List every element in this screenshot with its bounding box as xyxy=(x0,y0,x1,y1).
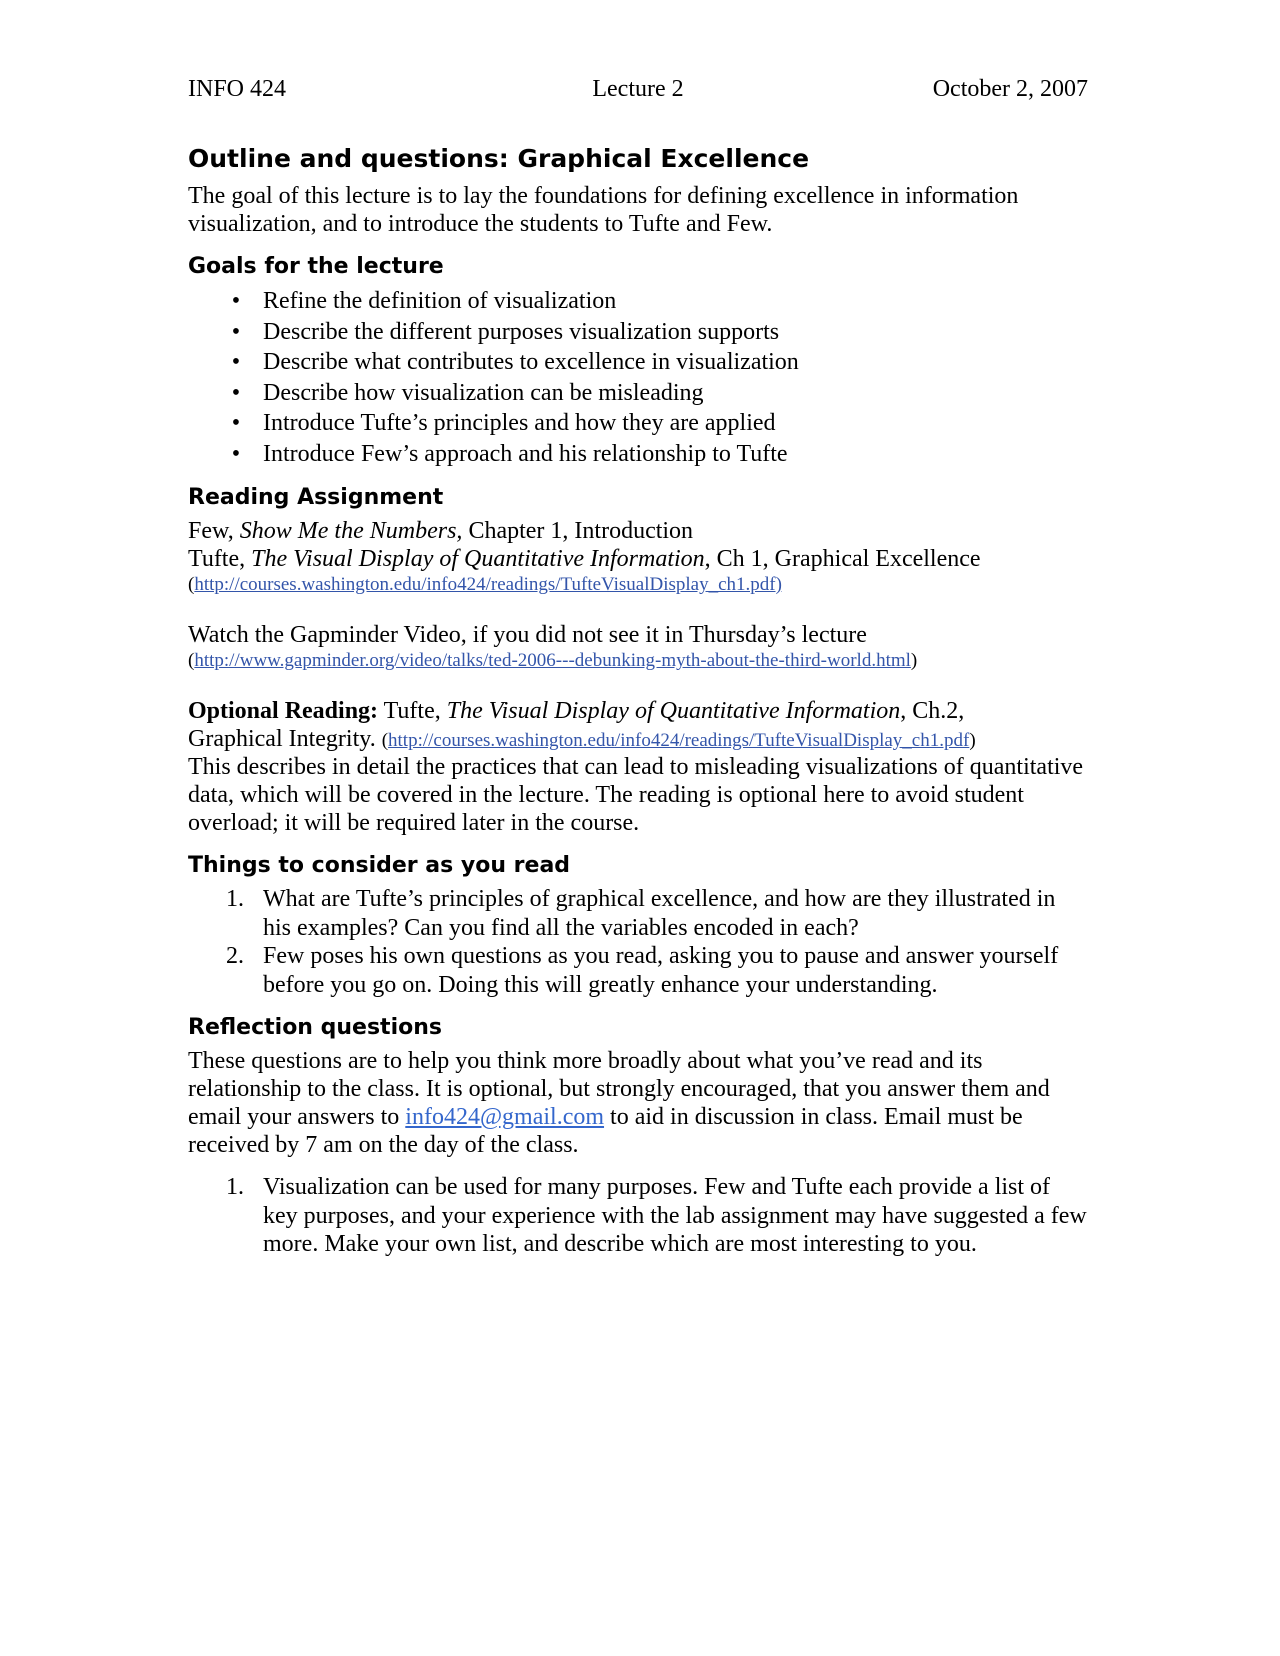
reflection-heading: Reflection questions xyxy=(188,1015,442,1040)
lecture-number: Lecture 2 xyxy=(592,76,684,102)
bullet-icon: • xyxy=(231,440,241,467)
video-text: Watch the Gapminder Video, if you did not see it in Thursday’s lecture xyxy=(188,622,867,648)
bullet-icon: • xyxy=(231,379,241,406)
tufte-ch1-link[interactable]: http://courses.washington.edu/info424/readings/TufteVisualDisplay_ch1.pdf) xyxy=(194,574,782,595)
bullet-icon: • xyxy=(231,410,241,436)
goals-list xyxy=(188,286,1088,469)
intro-paragraph: The goal of this lecture is to lay the foundations for defining excellence in information visualization, and to introduce the students to Tufte and Few. xyxy=(188,183,1019,237)
reading-heading: Reading Assignment xyxy=(188,485,444,510)
tufte-ch2-link[interactable]: http://courses.washington.edu/info424/readings/TufteVisualDisplay_ch1.pdf xyxy=(388,730,970,751)
list-item: • Describe what contributes to excellence in visualization xyxy=(188,347,1088,378)
document-body xyxy=(188,142,1088,1259)
lecture-date: October 2, 2007 xyxy=(932,76,1088,102)
page-title: Outline and questions: Graphical Excellence xyxy=(188,144,810,173)
gapminder-video-link[interactable]: http://www.gapminder.org/video/talks/ted-2006---debunking-myth-about-the-third-world.html xyxy=(194,650,911,671)
reflection-paragraph: These questions are to help you think more broadly about what you’ve read and its relationship to the class. It is optional, but strongly encouraged, that you answer them and email your answers to info424@gmail.com to aid in discussion in class. Email must be received by 7 am on the day of the class. xyxy=(188,1048,1050,1158)
bullet-icon: • xyxy=(231,349,241,375)
optional-reading: Optional Reading: Tufte, The Visual Display of Quantitative Information, Ch.2, xyxy=(188,698,965,724)
few-reading: Few, Show Me the Numbers, Chapter 1, Introduction xyxy=(188,518,694,544)
tufte-link-line: (http://courses.washington.edu/info424/readings/TufteVisualDisplay_ch1.pdf) xyxy=(188,574,782,595)
list-item: • Describe how visualization can be misleading xyxy=(188,378,1088,409)
reflection-list xyxy=(188,1173,1088,1259)
video-link-line: (http://www.gapminder.org/video/talks/ted-2006---debunking-myth-about-the-third-world.html) xyxy=(188,650,918,671)
list-item: 2. Few poses his own questions as you read, asking you to pause and answer yourself before you go on. Doing this will greatly enhance your understanding. xyxy=(226,943,1059,998)
list-item: • Describe the different purposes visualization supports xyxy=(188,317,1088,348)
bullet-icon: • xyxy=(231,288,241,314)
list-item: 1. What are Tufte’s principles of graphical excellence, and how are they illustrated in his examples? Can you find all the variables encoded in each? xyxy=(226,886,1056,941)
goals-heading: Goals for the lecture xyxy=(188,254,444,279)
consider-heading: Things to consider as you read xyxy=(188,853,571,878)
optional-reading-line2: Graphical Integrity. (http://courses.washington.edu/info424/readings/TufteVisualDisplay_ch1.pdf) xyxy=(188,726,976,752)
bullet-icon: • xyxy=(231,318,241,345)
tufte-reading: Tufte, The Visual Display of Quantitative Information, Ch 1, Graphical Excellence xyxy=(188,546,981,572)
list-item: • Introduce Few’s approach and his relationship to Tufte xyxy=(188,439,1088,470)
list-item: • Refine the definition of visualization xyxy=(188,286,1088,317)
email-link[interactable]: info424@gmail.com xyxy=(405,1104,605,1130)
list-item: 1. Visualization can be used for many purposes. Few and Tufte each provide a list of key purposes, and your experience with the lab assignment may have suggested a few more. Make your own list, and describe which are most interesting to you. xyxy=(226,1174,1087,1257)
optional-description: This describes in detail the practices that can lead to misleading visualizations of quantitative data, which will be covered in the lecture. The reading is optional here to avoid student overload; it will be required later in the course. xyxy=(188,754,1084,836)
consider-list xyxy=(188,885,1088,999)
list-item: • Introduce Tufte’s principles and how they are applied xyxy=(188,408,1088,439)
course-code: INFO 424 xyxy=(188,76,287,102)
